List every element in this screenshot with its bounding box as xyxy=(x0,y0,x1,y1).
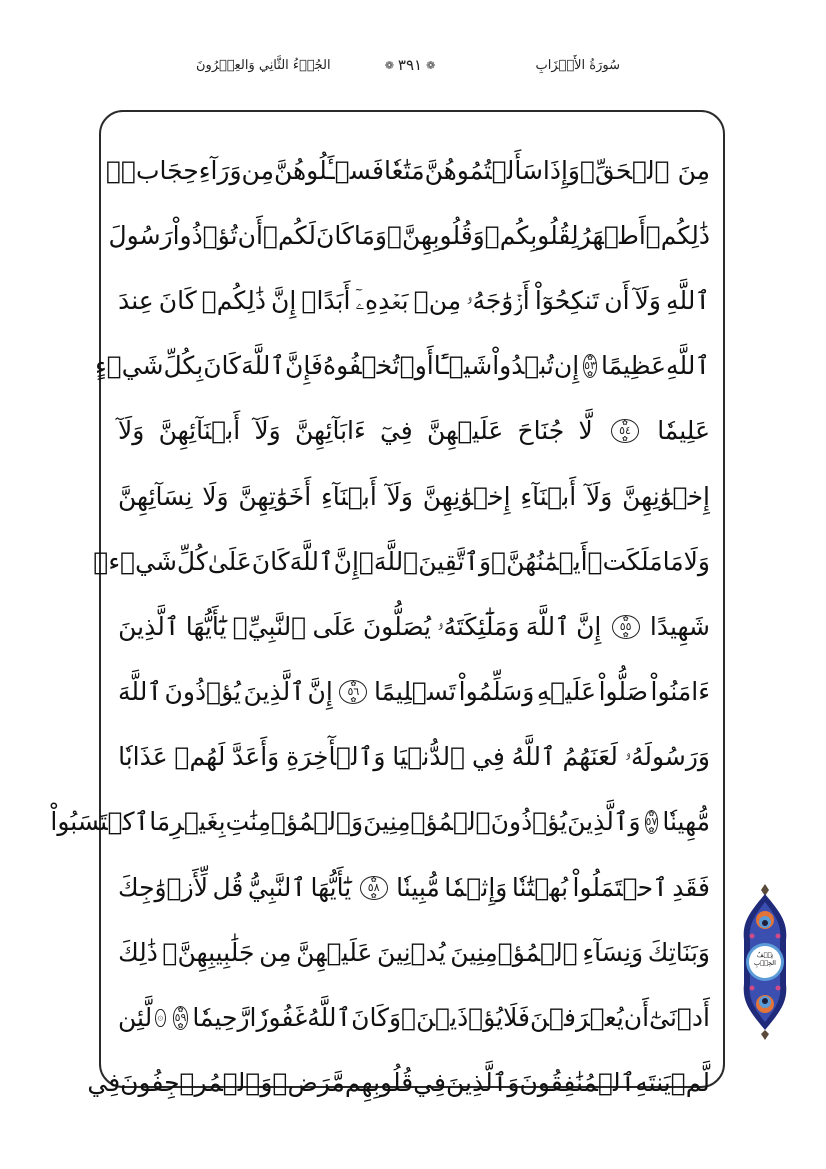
word: كُلِّ xyxy=(176,546,208,576)
word: وَإِذَا xyxy=(542,155,581,185)
word: تَسۡلِيمًا xyxy=(373,677,457,707)
page-header xyxy=(190,54,630,88)
word: وَرَآءِ xyxy=(198,155,242,185)
word: تُخۡفُوهُ xyxy=(322,351,400,381)
word: فِي xyxy=(413,1068,446,1098)
word: وَكَانَ xyxy=(351,1003,402,1033)
word: ٱللَّهَ xyxy=(525,611,570,641)
ayah-number-marker: ✿ ٥٦ ✿ xyxy=(339,680,367,704)
word: وَمَلَٰٓئِكَتَهُۥ xyxy=(437,611,520,641)
word: جَلَٰبِيبِهِنَّۚ xyxy=(162,937,255,967)
word: مِن xyxy=(259,937,292,967)
word: يُؤۡذَيۡنَۗ xyxy=(401,1003,504,1033)
word: إِخۡوَٰنِهِنَّ xyxy=(422,481,511,511)
word: سَأَلۡتُمُوهُنَّ xyxy=(424,155,543,185)
word: لَّئِن xyxy=(118,1003,153,1033)
word: ٱللَّهَ xyxy=(118,677,162,707)
word: فَإِنَّ xyxy=(285,351,323,381)
word: إِنَّ xyxy=(307,677,333,707)
page-ornament-left-icon: ❁ xyxy=(384,58,394,72)
word: وَٱلۡمُؤۡمِنَٰتِ xyxy=(225,807,364,837)
ayah-number-marker: ✿ ٥٨ ✿ xyxy=(360,876,388,900)
word: عَلَى xyxy=(312,611,357,641)
word: أَن xyxy=(604,285,630,315)
word: ٱلۡمُنَٰفِقُونَ xyxy=(519,1068,636,1098)
word: إِن xyxy=(553,351,580,381)
word: بِغَيۡرِ xyxy=(170,807,226,837)
word: قُلُوبِهِم xyxy=(344,1068,414,1098)
word: ٱللَّهِ xyxy=(666,351,710,381)
word: ٱللَّهَ xyxy=(289,546,334,576)
word: يُؤۡذُونَ xyxy=(164,677,241,707)
word: رَسُولَ xyxy=(108,220,173,250)
word: أَطۡهَرُ xyxy=(578,220,646,250)
word: لَّا xyxy=(578,416,593,446)
word: فَقَدِ xyxy=(672,872,710,902)
word: ذَٰلِكُمۡ xyxy=(201,285,266,315)
hizb-label-bottom: الحِزۡبِ xyxy=(754,959,776,967)
juz-name: الجُزۡءُ الثَّانِي وَالعِشۡرُونَ xyxy=(196,58,331,73)
word: أَبۡنَآءِ xyxy=(520,481,577,511)
word: شَهِيدًا xyxy=(649,611,710,641)
text-line xyxy=(118,920,710,985)
text-line xyxy=(118,268,710,333)
word: أَدۡنَىٰٓ xyxy=(649,1003,710,1033)
word: عِندَ xyxy=(118,285,154,315)
text-line xyxy=(108,203,710,268)
ayah-number-marker: ✿ ٥٩ ✿ xyxy=(173,1006,189,1030)
word: مِن xyxy=(241,155,274,185)
word: وَٱلَّذِينَ xyxy=(445,1068,520,1098)
word: ٱلَّذِينَ xyxy=(118,611,180,641)
word: قُل xyxy=(212,872,244,902)
text-line xyxy=(118,985,710,1050)
word: فَسۡـَٔلُوهُنَّ xyxy=(273,155,384,185)
word: تُبۡدُواْ xyxy=(492,351,554,381)
word: إِخۡوَٰنِهِنَّ xyxy=(622,481,710,511)
word: يُدۡنِينَ xyxy=(377,937,446,967)
word: عَلَيۡهِنَّ xyxy=(296,937,373,967)
word: ٱللَّهَ xyxy=(241,351,286,381)
surah-name: سُورَةُ الأَحۡزَابِ xyxy=(535,58,620,73)
word: عَلَيۡهِ xyxy=(536,677,596,707)
word: ٱلۡمُؤۡمِنِينَ xyxy=(450,937,578,967)
word: وَلَآ xyxy=(586,481,613,511)
word: حِجَابٖۚ xyxy=(105,155,199,185)
word: غَفُورٗا xyxy=(249,1003,308,1033)
word: شَيۡـًٔا xyxy=(433,351,493,381)
word: ٱحۡتَمَلُواْ xyxy=(572,872,668,902)
word: يَنتَهِ xyxy=(635,1068,671,1098)
word: فِي xyxy=(87,1068,121,1098)
text-line xyxy=(87,1051,710,1116)
word: بُهۡتَٰنٗا xyxy=(511,872,569,902)
word: ٱللَّهُ xyxy=(511,742,556,772)
text-line xyxy=(118,464,710,529)
word: وَلَآ xyxy=(118,416,145,446)
word: يُصَلُّونَ xyxy=(362,611,432,641)
word: شَيۡءٍ xyxy=(94,351,164,381)
hizb-label xyxy=(751,945,779,975)
word: وَلَا xyxy=(683,546,710,576)
text-line xyxy=(94,334,710,399)
word: لِّأَزۡوَٰجِكَ xyxy=(118,872,208,902)
word: عَلِيمٗا xyxy=(657,416,710,446)
word: كَانَ xyxy=(158,285,197,315)
word: لَكُمۡ xyxy=(262,220,317,250)
word: أَوۡ xyxy=(399,351,434,381)
word: وَٱلۡمُرۡجِفُونَ xyxy=(120,1068,273,1098)
text-line xyxy=(118,855,710,920)
word: وَسَلِّمُواْ xyxy=(458,677,535,707)
word: وَأَعَدَّ xyxy=(232,742,280,772)
text-line xyxy=(118,660,710,725)
word: إِنَّ xyxy=(271,285,297,315)
word: ٱلدُّنۡيَا xyxy=(392,742,466,772)
hizb-label-top: نِصۡفُ xyxy=(756,951,774,960)
word: مَا xyxy=(662,546,684,576)
word: ذَٰلِكَ xyxy=(118,937,158,967)
word: مِنۢ xyxy=(413,285,462,315)
word: ءَابَآئِهِنَّ xyxy=(294,416,366,446)
word: عَظِيمًا xyxy=(601,351,667,381)
hizb-marker xyxy=(740,882,790,1042)
word: كَانَ xyxy=(316,220,354,250)
word: فَلَا xyxy=(503,1003,530,1033)
word: لِقُلُوبِكُمۡ xyxy=(484,220,579,250)
word: رَّحِيمٗا xyxy=(192,1003,250,1033)
word: إِنَّ xyxy=(333,546,359,576)
word: صَلُّواْ xyxy=(598,677,648,707)
word: مَّرَضٞ xyxy=(272,1068,345,1098)
word: وَإِثۡمٗا xyxy=(444,872,508,902)
word: يُؤۡذُونَ xyxy=(490,807,568,837)
text-line xyxy=(105,138,710,203)
word: إِنَّ xyxy=(576,611,602,641)
word: جُنَاحَ xyxy=(517,416,565,446)
word: يَٰٓأَيُّهَا xyxy=(185,611,227,641)
text-line xyxy=(118,594,710,659)
word: كَانَ xyxy=(251,546,290,576)
word: كَانَ xyxy=(203,351,242,381)
word: مَا xyxy=(149,807,171,837)
page-number: ٣٩١ xyxy=(397,56,423,74)
word: تُؤۡذُواْ xyxy=(172,220,238,250)
word: وَمَا xyxy=(353,220,388,250)
word: ٱلنَّبِيِّۚ xyxy=(232,611,307,641)
word: بَعۡدِهِۦٓ xyxy=(355,285,409,315)
word: ٱلنَّبِيُّ xyxy=(247,872,307,902)
word: مَلَكَتۡ xyxy=(587,546,663,576)
word: أَبۡنَآءِ xyxy=(320,481,377,511)
word: شَيۡءٖ xyxy=(93,546,177,576)
word: ٱللَّهُ xyxy=(307,1003,352,1033)
word: مَتَٰعٗا xyxy=(383,155,425,185)
text-line xyxy=(118,725,710,790)
rub-el-hizb-icon: ۞ xyxy=(155,1009,165,1027)
word: عَذَابٗا xyxy=(118,742,168,772)
word: وَلَآ xyxy=(634,285,661,315)
word: ءَامَنُواْ xyxy=(650,677,710,707)
word: ٱلۡمُؤۡمِنِينَ xyxy=(363,807,491,837)
word: لَعَنَهُمُ xyxy=(562,742,618,772)
word: فِيٓ xyxy=(379,416,413,446)
word: أَزۡوَٰجَهُۥ xyxy=(466,285,530,315)
word: أَبَدًاۚ xyxy=(301,285,351,315)
word: وَٱلۡأٓخِرَةِ xyxy=(286,742,386,772)
quran-text-block xyxy=(50,138,710,1116)
word: ٱللَّهَۚ xyxy=(358,546,419,576)
word: وَٱتَّقِينَ xyxy=(418,546,492,576)
word: عَلَىٰ xyxy=(207,546,252,576)
word: ٱللَّهِ xyxy=(666,285,710,315)
word: وَلَآ xyxy=(254,416,281,446)
ayah-number-marker: ✿ ٥٧ ✿ xyxy=(645,810,659,834)
word: مُّبِينٗا xyxy=(396,872,440,902)
page-ornament-right-icon: ❁ xyxy=(426,58,436,72)
word: ٱكۡتَسَبُواْ xyxy=(50,807,150,837)
word: لَّمۡ xyxy=(670,1068,710,1098)
word: يُعۡرَفۡنَ xyxy=(529,1003,624,1033)
page-number-block xyxy=(385,56,436,74)
ayah-number-marker: ✿ ٥٣ ✿ xyxy=(583,354,597,378)
ayah-number-marker: ✿ ٥٤ ✿ xyxy=(611,419,639,443)
word: ذَٰلِكُمۡ xyxy=(645,220,710,250)
word: ٱلَّذِينَ xyxy=(243,677,305,707)
word: وَقُلُوبِهِنَّۚ xyxy=(387,220,485,250)
word: أَن xyxy=(237,220,263,250)
word: وَرَسُولَهُۥ xyxy=(624,742,710,772)
word: يَٰٓأَيُّهَا xyxy=(310,872,352,902)
ayah-number-marker: ✿ ٥٥ ✿ xyxy=(612,615,640,639)
word: وَلَا xyxy=(202,481,229,511)
word: مِنَ ٱلۡحَقِّۚ xyxy=(580,155,710,185)
word: تَنكِحُوٓاْ xyxy=(534,285,600,315)
text-line xyxy=(118,399,710,464)
word: وَلَآ xyxy=(386,481,413,511)
word: وَٱلَّذِينَ xyxy=(567,807,641,837)
text-line xyxy=(93,529,710,594)
word: مُّهِينٗا xyxy=(662,807,710,837)
word: وَبَنَاتِكَ xyxy=(647,937,710,967)
word: نِسَآئِهِنَّ xyxy=(118,481,193,511)
word: وَنِسَآءِ xyxy=(582,937,644,967)
word: أَن xyxy=(623,1003,650,1033)
word: أَبۡنَآئِهِنَّ xyxy=(158,416,241,446)
text-line xyxy=(50,790,710,855)
word: عَلَيۡهِنَّ xyxy=(426,416,504,446)
word: بِكُلِّ xyxy=(163,351,204,381)
word: أَيۡمَٰنُهُنَّۗ xyxy=(491,546,588,576)
word: فِي xyxy=(472,742,505,772)
word: لَهُمۡ xyxy=(174,742,226,772)
word: أَخَوَٰتِهِنَّ xyxy=(238,481,312,511)
